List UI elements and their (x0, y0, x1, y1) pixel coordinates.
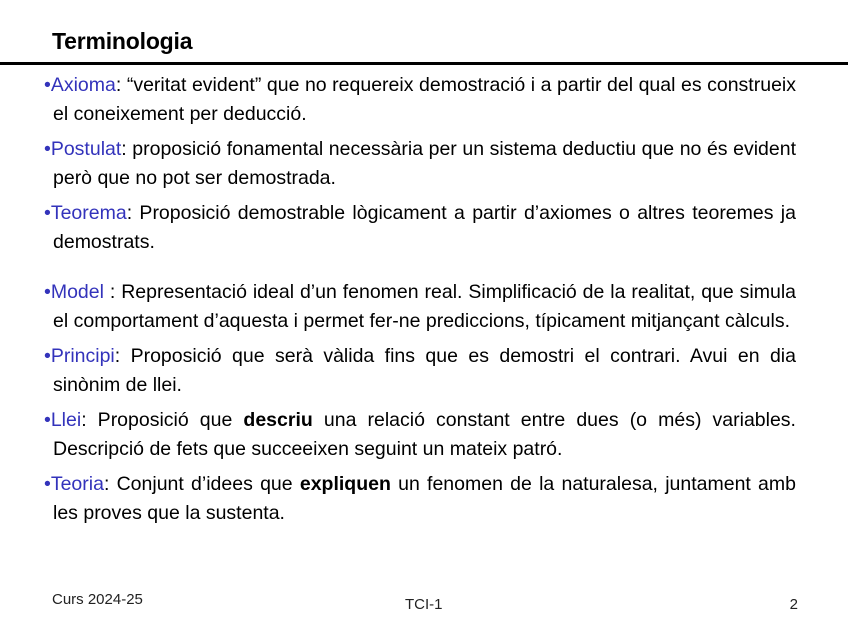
bullet-icon: • (44, 345, 51, 367)
term-definition: : Proposició demostrable lògicament a partir d’axiomes o altres teoremes ja demostrats. (53, 202, 796, 253)
term-teorema (44, 199, 796, 256)
term-word: Principi (50, 345, 115, 367)
title-divider (0, 62, 848, 65)
emphasis-text: expliquen (299, 473, 391, 495)
bullet-icon: • (44, 202, 51, 224)
term-definition: una relació constant entre dues (o més) variables. Descripció de fets que succeeixen seguint un mateix patró. (53, 409, 796, 460)
bullet-icon: • (44, 74, 51, 96)
term-model (44, 278, 796, 335)
term-word: Teorema (50, 202, 127, 224)
bullet-icon: • (44, 281, 51, 303)
term-definition: : Proposició que serà vàlida fins que es demostri el contrari. Avui en dia sinònim de llei. (53, 345, 796, 396)
term-axioma (44, 71, 796, 128)
term-definition: : Proposició que (81, 409, 244, 431)
footer-page-number: 2 (789, 596, 798, 613)
bullet-icon: • (44, 409, 51, 431)
term-definition: : proposició fonamental necessària per un sistema deductiu que no és evident però que no pot ser demostrada. (53, 138, 796, 189)
bullet-icon: • (44, 473, 51, 495)
terms-list (44, 71, 796, 534)
term-definition: : “veritat evident” que no requereix demostració i a partir del qual es construeix el coneixement per deducció. (53, 74, 796, 125)
term-teoria (44, 470, 796, 527)
term-word: Teoria (50, 473, 104, 495)
term-definition: : Representació ideal d’un fenomen real. Simplificació de la realitat, que simula el comportament d’aquesta i permet fer-ne prediccions, típicament mitjançant càlculs. (53, 281, 796, 332)
term-llei (44, 406, 796, 463)
slide-title: Terminologia (52, 28, 193, 54)
term-principi (44, 342, 796, 399)
term-definition: : Conjunt d’idees que (103, 473, 300, 495)
term-word: Axioma (50, 74, 116, 96)
term-word: Postulat (50, 138, 122, 160)
term-postulat (44, 135, 796, 192)
term-word: Llei (50, 409, 82, 431)
term-definition: un fenomen de la naturalesa, juntament amb les proves que la sustenta. (53, 473, 796, 524)
term-word: Model (50, 281, 104, 303)
bullet-icon: • (44, 138, 51, 160)
footer-course: Curs 2024-25 (52, 591, 143, 608)
footer-subject: TCI-1 (405, 596, 443, 613)
emphasis-text: descriu (243, 409, 313, 431)
